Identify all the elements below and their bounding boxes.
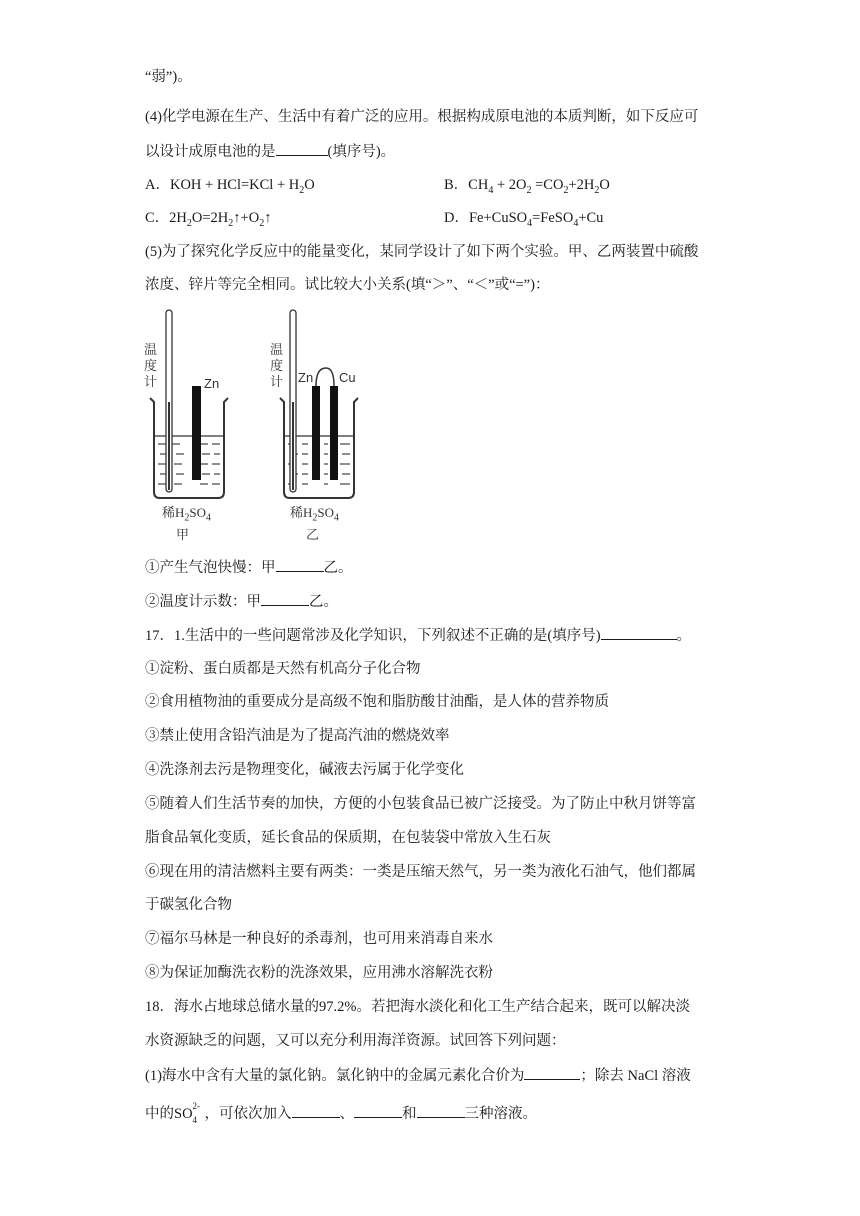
compare-2: ②温度计示数：甲 乙。 <box>145 591 338 612</box>
question-5-line2: 浓度、锌片等完全相同。试比较大小关系(填“＞”、“＜”或“=”)： <box>145 277 550 293</box>
answer-blank[interactable] <box>524 1065 580 1080</box>
metal-label-jia: Zn <box>204 376 220 391</box>
text-line: “弱”)。 <box>145 69 192 85</box>
label-yi: 乙 <box>306 527 320 542</box>
statement-1: ①淀粉、蛋白质都是天然有机高分子化合物 <box>145 661 421 677</box>
compare-1: ①产生气泡快慢：甲 乙。 <box>145 557 353 578</box>
answer-blank[interactable] <box>276 141 328 156</box>
answer-blank[interactable] <box>601 625 677 640</box>
statement-8: ⑧为保证加酶洗衣粉的洗涤效果，应用沸水溶解洗衣粉 <box>145 965 493 981</box>
question-18-line3: (1)海水中含有大量的氯化钠。氯化钠中的金属元素化合价为 ；除去 NaCl 溶液 <box>145 1065 691 1086</box>
statement-7: ⑦福尔马林是一种良好的杀毒剂，也可用来消毒自来水 <box>145 931 493 947</box>
statement-5-line1: ⑤随着人们生活节奏的加快，方便的小包装食品已被广泛接受。为了防止中秋月饼等富 <box>145 796 696 812</box>
option-b: B．$CH_4 + 2O_2 =CO_2+2H_2O$ <box>444 177 610 196</box>
sulfate-ion: SO 2- 4 <box>174 1101 201 1125</box>
metal-label-cu: Cu <box>339 370 356 385</box>
acid-label-jia: 稀$H_2SO_4$ <box>162 505 212 524</box>
q4-text-end: (填序号)。 <box>327 144 396 160</box>
question-17: 17．1.生活中的一些问题常涉及化学知识，下列叙述不正确的是(填序号) 。 <box>145 625 691 646</box>
experiment-figure <box>140 306 380 546</box>
question-4-line2 <box>145 141 395 162</box>
statement-3: ③禁止使用含铅汽油是为了提高汽油的燃烧效率 <box>145 728 450 744</box>
answer-blank[interactable] <box>276 557 324 572</box>
metal-label-zn: Zn <box>298 370 314 385</box>
q4-text: 以设计成原电池的是 <box>145 144 276 160</box>
question-18-line4: 中的SO 2- 4 ，可依次加入 、 和 三种溶液。 <box>145 1101 538 1125</box>
statement-4: ④洗涤剂去污是物理变化，碱液去污属于化学变化 <box>145 762 464 778</box>
option-c: C．$2H_2O=2H_2↑+O_2↑$ <box>145 210 272 229</box>
label-jia: 甲 <box>176 527 190 542</box>
beaker-yi <box>280 310 358 498</box>
statement-2: ②食用植物油的重要成分是高级不饱和脂肪酸甘油酯，是人体的营养物质 <box>145 694 609 710</box>
answer-blank[interactable] <box>261 591 309 606</box>
statement-6-line2: 于碳氢化合物 <box>145 897 232 913</box>
answer-blank[interactable] <box>354 1103 402 1118</box>
question-5-line1: (5)为了探究化学反应中的能量变化，某同学设计了如下两个实验。甲、乙两装置中硫酸 <box>145 244 699 260</box>
thermometer-label-jia: 温 度 计 <box>144 342 158 389</box>
beaker-jia <box>150 310 228 498</box>
question-18-line2: 水资源缺乏的问题，又可以充分利用海洋资源。试回答下列问题： <box>145 1033 566 1049</box>
answer-blank[interactable] <box>292 1103 340 1118</box>
answer-blank[interactable] <box>417 1103 465 1118</box>
question-4-line1: (4)化学电源在生产、生活中有着广泛的应用。根据构成原电池的本质判断，如下反应可 <box>145 109 699 125</box>
statement-5-line2: 脂食品氧化变质，延长食品的保质期，在包装袋中常放入生石灰 <box>145 830 551 846</box>
statement-6-line1: ⑥现在用的清洁燃料主要有两类：一类是压缩天然气，另一类为液化石油气，他们都属 <box>145 864 696 880</box>
option-d: D．Fe+CuSO$_4$=FeSO$_4$+Cu <box>444 210 604 229</box>
option-a: A．KOH + $HCl=KCl + H_2O$ <box>145 177 315 196</box>
question-18-line1: 18．海水占地球总储水量的97.2%。若把海水淡化和化工生产结合起来，既可以解决淡 <box>145 999 690 1015</box>
acid-label-yi: 稀$H_2SO_4$ <box>290 505 340 524</box>
thermometer-label-yi: 温 度 计 <box>270 342 284 389</box>
